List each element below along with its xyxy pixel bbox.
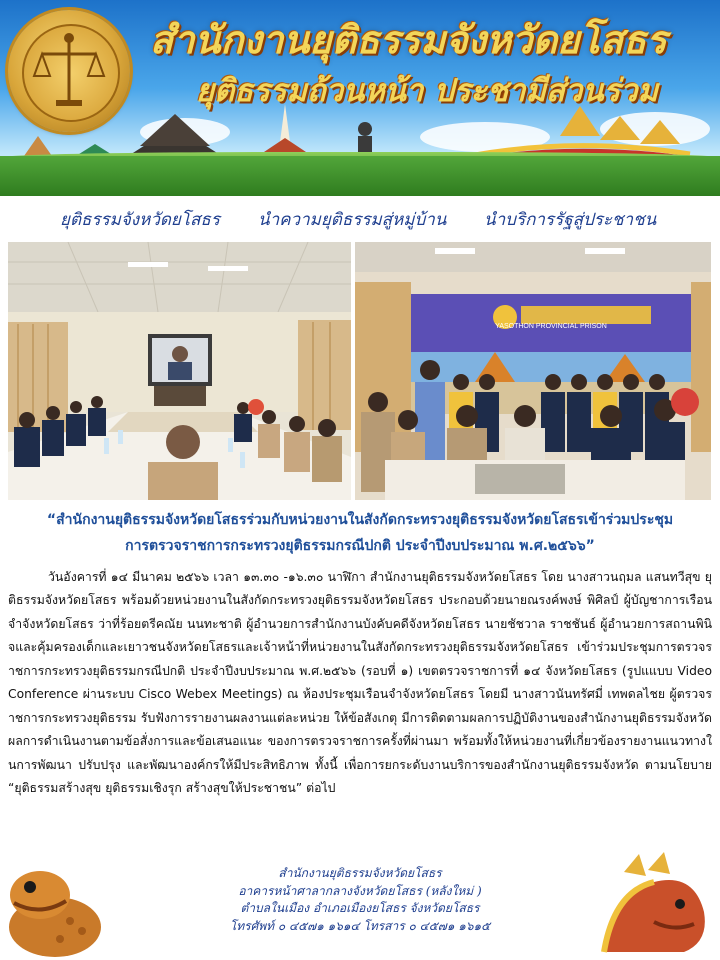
caption-line: การตรวจราชการกระทรวงยุติธรรมกรณีปกติ ประจำปีงบประมาณ พ.ศ.๒๕๖๖” bbox=[125, 538, 595, 554]
footer-address-district: ตำบลในเมือง อำเภอเมืองยโสธร จังหวัดยโสธร bbox=[240, 901, 480, 915]
caption-line: “สำนักงานยุติธรรมจังหวัดยโสธรร่วมกับหน่วยงานในสังกัดกระทรวงยุติธรรมจังหวัดยโสธรเข้าร่วมประชุม bbox=[46, 512, 674, 528]
footer-phone: โทรศัพท์ ๐ ๔๕๗๑ ๑๖๑๔ โทรสาร ๐ ๔๕๗๑ ๑๖๑๕ bbox=[229, 918, 491, 933]
naga-sculpture-image bbox=[584, 852, 720, 960]
ministry-seal-logo bbox=[8, 10, 130, 132]
toad-sculpture-image bbox=[0, 855, 110, 960]
ground bbox=[0, 156, 720, 196]
tagline bbox=[0, 206, 720, 236]
header-banner bbox=[0, 0, 720, 196]
group-photo bbox=[355, 242, 711, 500]
footer-office-name: สำนักงานยุติธรรมจังหวัดยโสธร bbox=[278, 866, 442, 880]
prison-sign-text: YASOTHON PROVINCIAL PRISON bbox=[495, 323, 607, 330]
contact-footer bbox=[200, 865, 520, 935]
office-title: สำนักงานยุติธรรมจังหวัดยโสธร bbox=[150, 17, 667, 62]
tagline-item: นำความยุติธรรมสู่หมู่บ้าน bbox=[258, 210, 447, 230]
news-body: วันอังคารที่ ๑๔ มีนาคม ๒๕๖๖ เวลา ๑๓.๓๐ -๑๖.๓๐ นาฬิกา สำนักงานยุติธรรมจังหวัดยโสธร โดย นางสาวนฤมล แสนทวีสุข ยุติธรรมจังหวัดยโสธร พร้อมด้วยหน่วยงานในสังกัดกระทรวงยุติธรรมจังหวัดยโสธร ประกอบด้วยนายณรงค์พงษ์ พิศิลป์ ผู้บัญชาการเรือนจำจังหวัดยโสธร ว่าที่ร้อยตรีคณัย นนทะชาติ ผู้อำนวยการสำนักงานบังคับคดีจังหวัดยโสธร นายชัชวาล ราชชันธ์ ผู้อำนวยการสถานพินิจและคุ้มครองเด็กและเยาวชนจังหวัดยโสธรและเจ้าหน้าที่หน่วยงานในสังกัดกระทรวงยุติธรรมจังหวัดยโสธร เข้าร่วมประชุมการตรวจราชการกระทรวงยุติธรรมกรณีปกติ ประจำปีงบประมาณ พ.ศ.๒๕๖๖ (รอบที่ ๑) เขตตรวจราชการที่ ๑๔ จังหวัดยโสธร (รูปแแบบ Video Conference ผ่านระบบ Cisco Webex Meetings) ณ ห้องประชุมเรือนจำจังหวัดยโสธร โดยมี นางสาวนันทรัศมี่ เทพดลไชย ผู้ตรวจราชการกระทรวงยุติธรรม รับฟังการรายงานผลงานแต่ละหน่วย ให้ข้อสังเกตุ มีการติดตามผลการปฏิบัติงานของสำนักงานยุติธรรมจังหวัด ผลการดำเนินงานตามข้อสั่งการและข้อเสนอแนะ ของการตรวจราชการครั้งที่ผ่านมา พร้อมทั้งให้หน่วยงานที่เกี่ยวข้องรายงานแนวทางในการพัฒนา ปรับปรุง และพัฒนาองค์กรให้มีประสิทธิภาพ ทั้งนี้ เพื่อการยกระดับงานบริการของสำนักงานยุติธรรมจังหวัด ตามนโยบาย “ยุติธรรมสร้างสุข ยุติธรรมเชิงรุก สร้างสุขให้ประชาชน” ต่อไป bbox=[8, 570, 712, 796]
tagline-item: นำบริการรัฐสู่ประชาชน bbox=[484, 210, 657, 230]
office-slogan: ยุติธรรมถ้วนหน้า ประชามีส่วนร่วม bbox=[196, 73, 659, 109]
tagline-item: ยุติธรรมจังหวัดยโสธร bbox=[60, 210, 220, 230]
photo-caption bbox=[0, 507, 720, 559]
meeting-room-photo bbox=[8, 242, 351, 500]
footer-address-building: อาคารหน้าศาลากลางจังหวัดยโสธร (หลังใหม่ ) bbox=[238, 883, 482, 898]
